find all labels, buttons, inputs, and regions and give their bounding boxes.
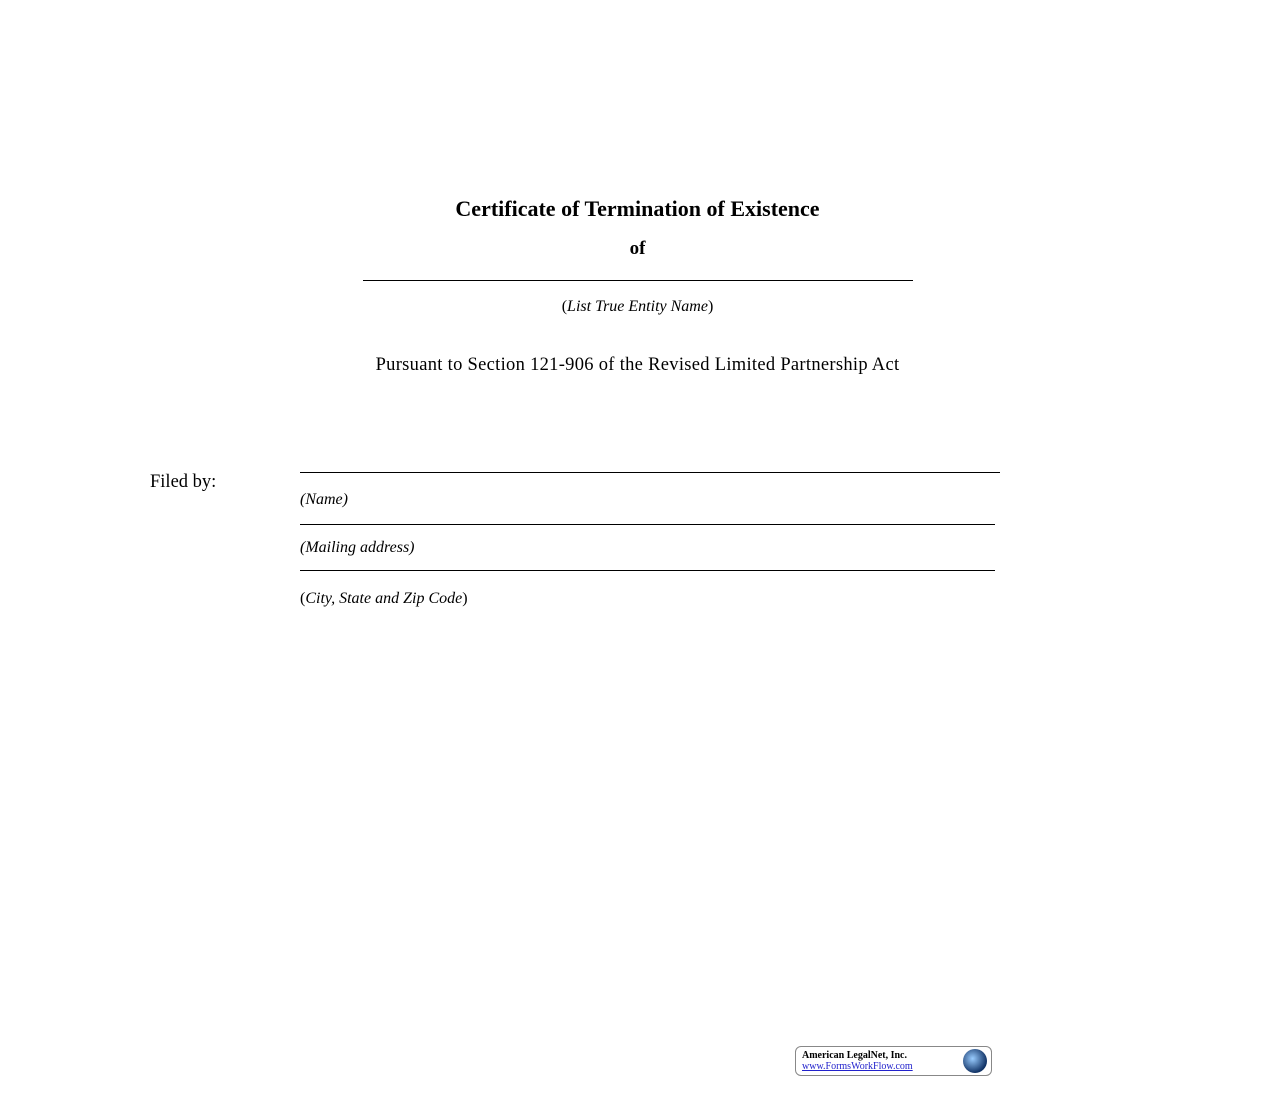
entity-caption: (List True Entity Name) (561, 298, 714, 315)
mailing-line[interactable] (300, 524, 995, 525)
logo-company: American LegalNet, Inc. (802, 1050, 907, 1061)
globe-icon (963, 1049, 987, 1073)
logo-url-link[interactable]: www.FormsWorkFlow.com (802, 1061, 913, 1072)
mailing-caption: (Mailing address) (300, 539, 415, 556)
filed-by-label: Filed by: (150, 472, 217, 492)
document-title: Certificate of Termination of Existence (455, 196, 820, 221)
pursuant-text: Pursuant to Section 121-906 of the Revised Limited Partnership Act (375, 355, 900, 375)
name-caption: (Name) (300, 491, 348, 508)
city-line[interactable] (300, 570, 995, 571)
of-label: of (629, 238, 646, 259)
entity-name-line[interactable] (363, 280, 913, 281)
legalnet-logo (795, 1046, 992, 1076)
city-caption: (City, State and Zip Code) (300, 590, 468, 607)
name-line[interactable] (300, 472, 1000, 473)
